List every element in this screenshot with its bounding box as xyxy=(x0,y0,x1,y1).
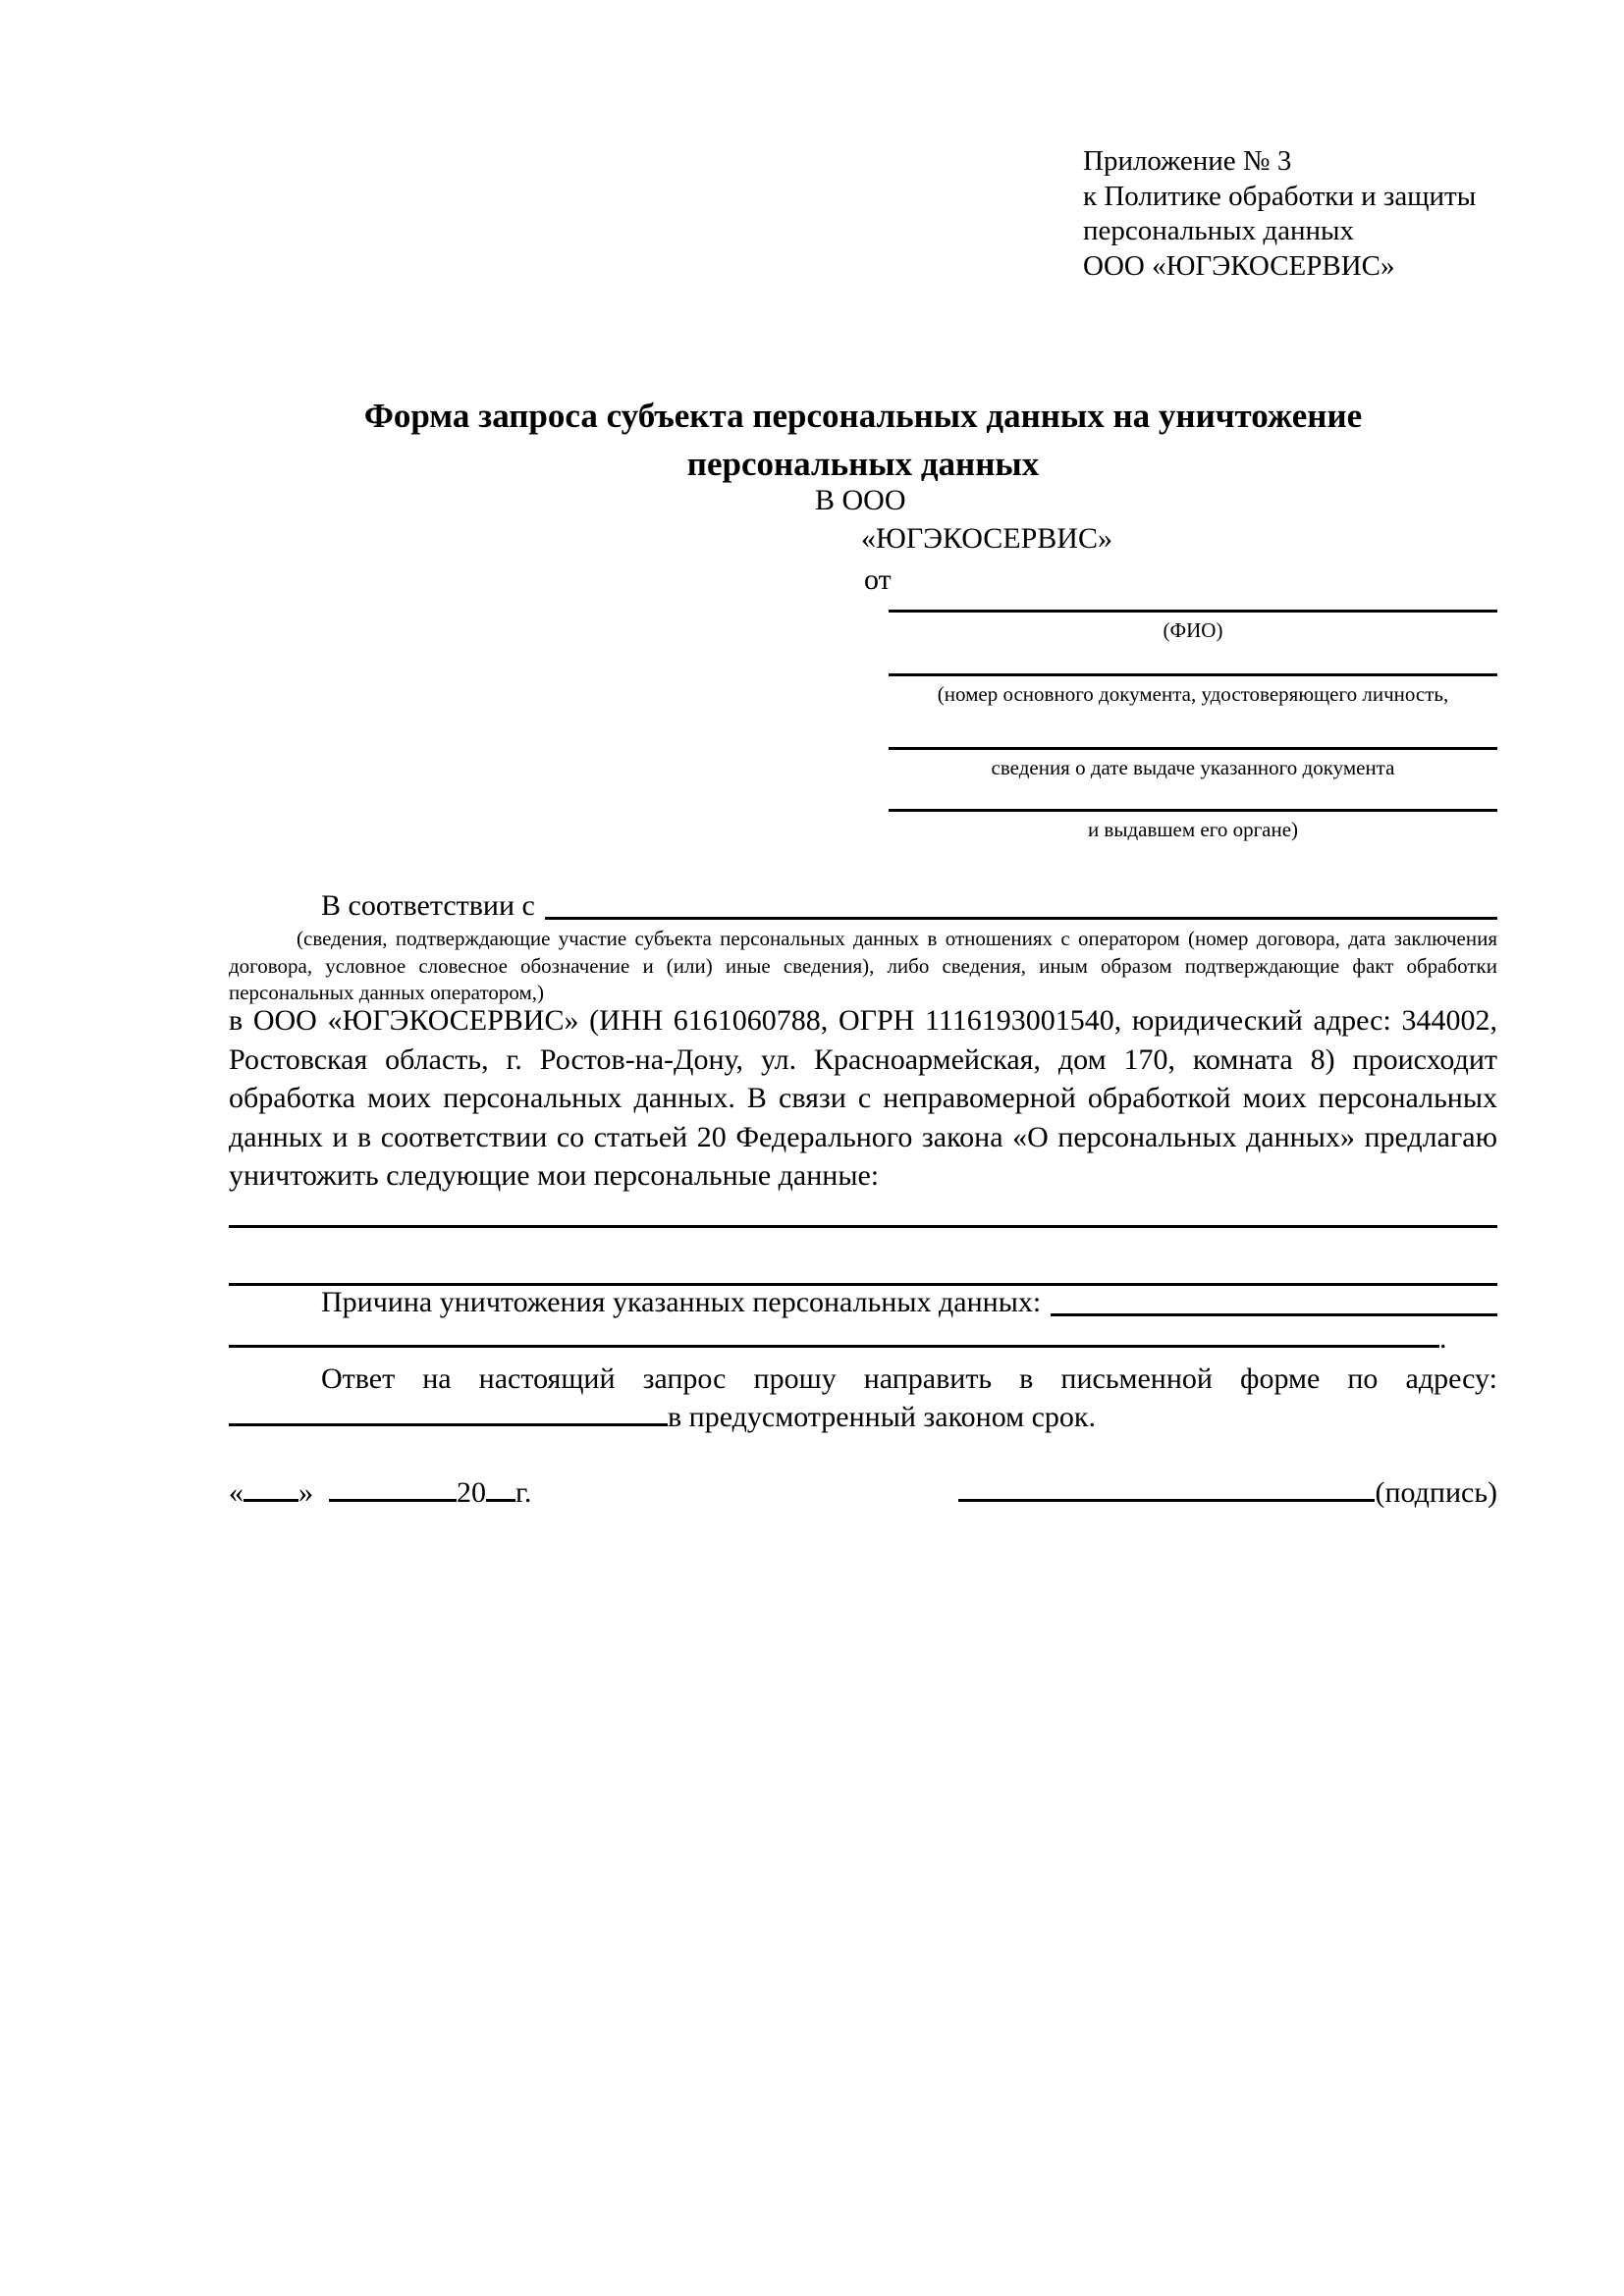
signature-group xyxy=(958,1471,1497,1515)
reason-field-line-2[interactable] xyxy=(229,1345,1439,1348)
signature-field-line[interactable] xyxy=(958,1499,1375,1502)
accordance-note: (сведения, подтверждающие участие субъекта персональных данных в отношениях с оператором (номер договора, дата заключения договора, условное словесное обозначение и (или) иные сведения), либо сведения, иным образом подтверждающие факт обработки персональных данных оператором,) xyxy=(229,927,1497,1004)
addressee-from-label: от xyxy=(864,563,892,596)
signature-caption: (подпись) xyxy=(1375,1476,1497,1509)
accordance-field-line[interactable] xyxy=(545,886,1497,920)
month-field-line[interactable] xyxy=(329,1499,457,1502)
appendix-line-3: персональных данных xyxy=(1083,215,1355,246)
reason-row xyxy=(229,1283,1497,1322)
appendix-line-1: Приложение № 3 xyxy=(1083,145,1292,177)
accordance-row xyxy=(229,886,1497,926)
page-title xyxy=(229,392,1497,488)
page-title-line-2: персональных данных xyxy=(686,445,1040,483)
doc-number-caption: (номер основного документа, удостоверяющего личность, xyxy=(937,682,1449,706)
date-close-quote: » xyxy=(298,1476,313,1509)
reason-label: Причина уничтожения указанных персональных данных: xyxy=(321,1286,1042,1318)
reason-row-2 xyxy=(229,1319,1497,1359)
answer-sentence: Ответ на настоящий запрос прошу направить в письменной форме по адресу: xyxy=(321,1362,1497,1395)
date-group xyxy=(229,1471,531,1515)
answer-row-2 xyxy=(229,1398,1497,1437)
date-open-quote: « xyxy=(229,1476,244,1509)
page-title-line-1: Форма запроса субъекта персональных данных на уничтожение xyxy=(363,397,1363,435)
doc-issue-date-field-line[interactable] xyxy=(889,747,1497,750)
address-field-line[interactable] xyxy=(229,1423,668,1426)
appendix-header xyxy=(1083,144,1476,284)
fio-field-line[interactable] xyxy=(889,610,1497,613)
doc-number-field-line[interactable] xyxy=(889,673,1497,676)
day-field-line[interactable] xyxy=(244,1499,298,1502)
year-field-line[interactable] xyxy=(486,1499,515,1502)
personal-data-field-line-1[interactable] xyxy=(229,1225,1497,1228)
fio-caption: (ФИО) xyxy=(1163,618,1223,642)
date-century: 20 xyxy=(457,1476,486,1509)
addressee-to-prefix: В ООО xyxy=(815,484,906,516)
doc-issuer-caption: и выдавшем его органе) xyxy=(1087,818,1299,841)
appendix-line-2: к Политике обработки и защиты xyxy=(1083,180,1477,212)
answer-suffix: в предусмотренный законом срок. xyxy=(668,1401,1096,1433)
reason-period: . xyxy=(1439,1322,1447,1355)
date-year-suffix: г. xyxy=(515,1476,532,1509)
appendix-line-4: ООО «ЮГЭКОСЕРВИС» xyxy=(1083,249,1395,282)
reason-field-line[interactable] xyxy=(1051,1283,1497,1316)
accordance-prefix: В соответствии с xyxy=(321,889,535,922)
doc-issue-date-caption: сведения о дате выдаче указанного документа xyxy=(991,756,1395,779)
date-signature-row xyxy=(229,1471,1497,1515)
body-paragraph: в ООО «ЮГЭКОСЕРВИС» (ИНН 6161060788, ОГРН 1116193001540, юридический адрес: 344002, Ростовская область, г. Ростов-на-Дону, ул. Красноармейская, дом 170, комната 8) происходит обработка моих персональных данных. В связи с неправомерной обработкой моих персональных данных и в соответствии со статьей 20 Федерального закона «О персональных данных» предлагаю уничтожить следующие мои персональные данные: xyxy=(229,1004,1497,1192)
doc-issuer-field-line[interactable] xyxy=(889,809,1497,812)
addressee-company-name: «ЮГЭКОСЕРВИС» xyxy=(861,522,1112,555)
